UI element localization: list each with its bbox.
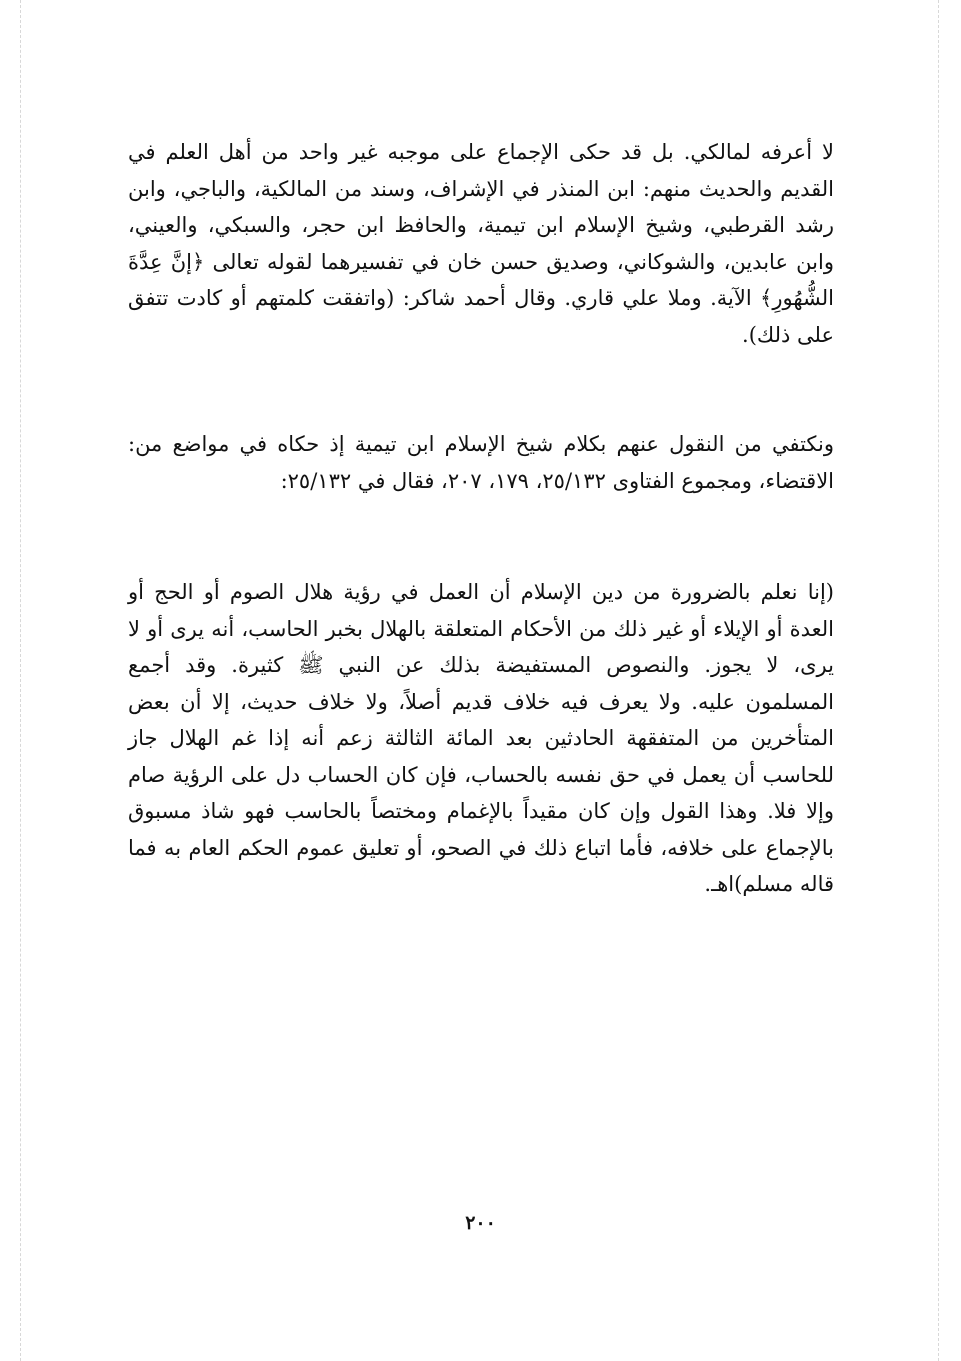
page-number: ٢٠٠ <box>465 1212 496 1234</box>
scan-artifact-line-right <box>938 0 939 1361</box>
paragraph-consensus-list: لا أعرفه لمالكي. بل قد حكى الإجماع على موجبه غير واحد من أهل العلم في القديم والحديث منهم: ابن المنذر في الإشراف، وسند من المالكية، والباجي، وابن رشد القرطبي، وشيخ الإسلام ابن تيمية، والحافظ ابن حجر، والسبكي، والعيني، وابن عابدين، والشوكاني، وصديق حسن خان في تفسيرهما لقوله تعالى ﴿إنَّ عِدَّةَ الشُّهُورِ﴾ الآية. وملا علي قاري. وقال أحمد شاكر: (واتفقت كلمتهم أو كادت تتفق على ذلك). <box>128 140 834 347</box>
scan-artifact-line-left <box>20 0 21 1361</box>
paragraph-ibn-taymiyyah-quote: (إنا نعلم بالضرورة من دين الإسلام أن العمل في رؤية هلال الصوم أو الحج أو العدة أو الإيلاء أو غير ذلك من الأحكام المتعلقة بالهلال بخبر الحاسب، أنه يرى أو لا يرى، لا يجوز. والنصوص المستفيضة بذلك عن النبي ﷺ كثيرة. وقد أجمع المسلمون عليه. ولا يعرف فيه خلاف قديم أصلاً، ولا خلاف حديث، إلا أن بعض المتأخرين من المتفقهة الحادثين بعد المائة الثالثة زعم أنه إذا غم الهلال جاز للحاسب أن يعمل في حق نفسه بالحساب، فإن كان الحساب دل على الرؤية صام وإلا فلا. وهذا القول وإن كان مقيداً بالإغمام ومختصاً بالحاسب فهو شاذ مسبوق بالإجماع على خلافه، فأما اتباع ذلك في الصحو، أو تعليق عموم الحكم العام به فما قاله مسلم)اهـ. <box>128 580 834 896</box>
paragraph-quotation-intro: ونكتفي من النقول عنهم بكلام شيخ الإسلام ابن تيمية إذ حكاه في مواضع من: الاقتضاء، ومجموع الفتاوى ٢٥/١٣٢، ١٧٩، ٢٠٧، فقال في ٢٥/١٣٢: <box>128 432 834 493</box>
